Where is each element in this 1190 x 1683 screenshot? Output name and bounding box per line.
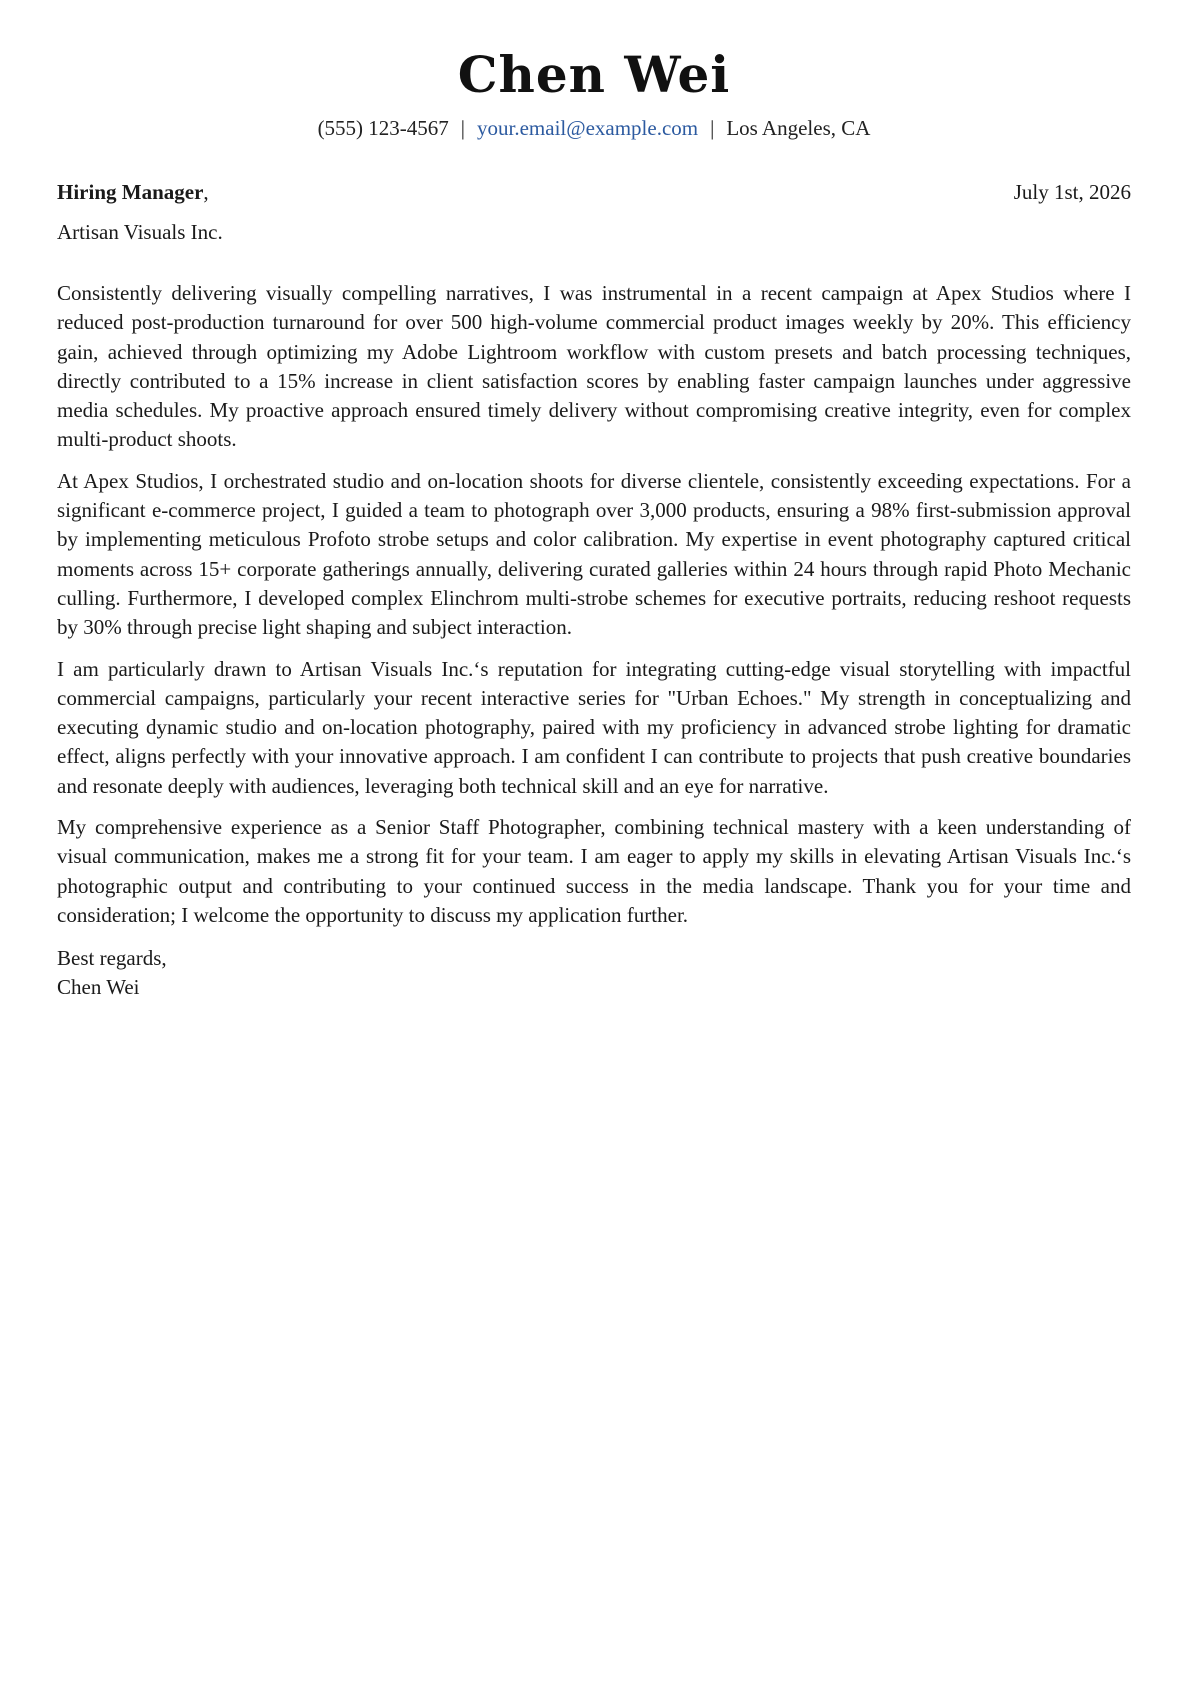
contact-line — [57, 114, 1131, 142]
letter-closing — [57, 944, 1131, 1002]
phone-number: (555) 123-4567 — [317, 116, 449, 140]
location: Los Angeles, CA — [726, 116, 871, 140]
email-link[interactable]: your.email@example.com — [477, 116, 699, 140]
contact-separator: | — [710, 116, 715, 140]
applicant-name: Chen Wei — [457, 45, 731, 104]
letter-body — [57, 279, 1131, 1002]
sign-off: Best regards, — [57, 946, 167, 971]
body-paragraph: At Apex Studios, I orchestrated studio and on-location shoots for diverse clientele, consistently exceeding expectations. For a significant e-commerce project, I guided a team to photograph over 3,000 products, ensuring a 98% first-submission approval by implementing meticulous Profoto strobe setups and color calibration. My expertise in event photography captured critical moments across 15+ corporate gatherings annually, delivering curated galleries within 24 hours through rapid Photo Mechanic culling. Furthermore, I developed complex Elinchrom multi-strobe schemes for executive portraits, reducing reshoot requests by 30% through precise light shaping and subject interaction. — [57, 468, 1131, 640]
body-paragraph: My comprehensive experience as a Senior Staff Photographer, combining technical mastery with a keen understanding of visual communication, makes me a strong fit for your team. I am eager to apply my skills in elevating Artisan Visuals Inc.‘s photographic output and contributing to your continued success in the media landscape. Thank you for your time and consideration; I welcome the opportunity to discuss my application further. — [57, 815, 1131, 927]
salutation — [57, 178, 209, 206]
body-paragraph: I am particularly drawn to Artisan Visuals Inc.‘s reputation for integrating cutting-edge visual storytelling with impactful commercial campaigns, particularly your recent interactive series for "Urban Echoes." My strength in conceptualizing and executing dynamic studio and on-location photography, paired with my proficiency in advanced strobe lighting for dramatic effect, aligns perfectly with your innovative approach. I am confident I can contribute to projects that push creative boundaries and resonate deeply with audiences, leveraging both technical skill and an eye for narrative. — [57, 656, 1131, 798]
recipient-company: Artisan Visuals Inc. — [57, 220, 223, 244]
signature-name: Chen Wei — [57, 975, 140, 1000]
salutation-comma: , — [203, 180, 209, 204]
body-paragraph: Consistently delivering visually compelling narratives, I was instrumental in a recent campaign at Apex Studios where I reduced post-production turnaround for over 500 high-volume commercial product images weekly by 20%. This efficiency gain, achieved through optimizing my Adobe Lightroom workflow with custom presets and batch processing techniques, directly contributed to a 15% increase in client satisfaction scores by enabling faster campaign launches under aggressive media schedules. My proactive approach ensured timely delivery without compromising creative integrity, even for complex multi-product shoots. — [57, 281, 1131, 452]
contact-separator: | — [460, 116, 466, 140]
letter-date: July 1st, 2026 — [1013, 180, 1131, 204]
salutation-recipient: Hiring Manager — [57, 180, 204, 204]
